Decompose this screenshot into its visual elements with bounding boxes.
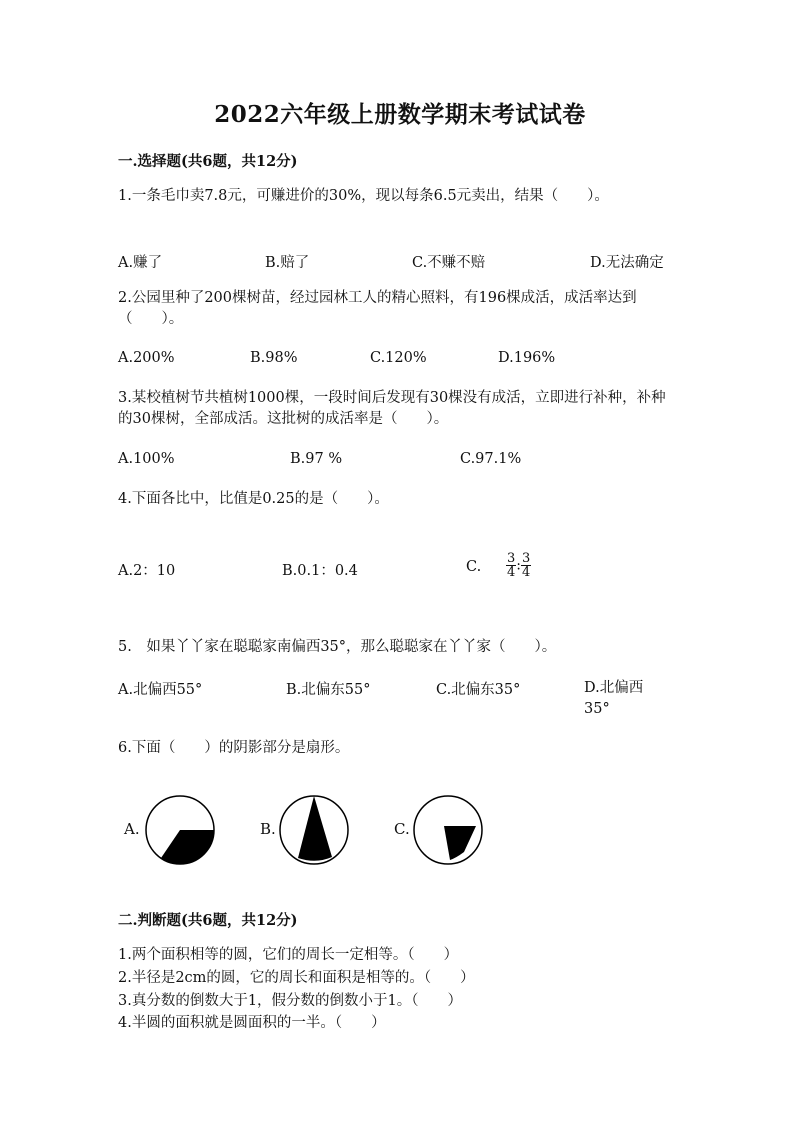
q3-option-b: B.97 % — [290, 451, 343, 467]
q4-option-b: B.0.1：0.4 — [282, 563, 358, 579]
judgment-item-3: 3.真分数的倒数大于1，假分数的倒数小于1。（ ） — [118, 993, 463, 1009]
q1-option-b: B.赔了 — [265, 255, 310, 271]
section-heading-choice: 一.选择题(共6题，共12分) — [118, 153, 298, 170]
question-4: 4.下面各比中，比值是0.25的是（ ）。 — [118, 491, 389, 507]
question-2: 2.公园里种了200棵树苗，经过园林工人的精心照料，有196棵成活，成活率达到（ ）。 — [118, 290, 637, 327]
question-1: 1.一条毛巾卖7.8元，可赚进价的30%，现以每条6.5元卖出，结果（ ）。 — [118, 188, 609, 204]
q1-option-d: D.无法确定 — [590, 255, 664, 271]
question-5: 5. 如果丫丫家在聪聪家南偏西35°，那么聪聪家在丫丫家（ ）。 — [118, 639, 557, 655]
question-6: 6.下面（ ）的阴影部分是扇形。 — [118, 740, 350, 756]
q2-option-c: C.120% — [370, 350, 427, 366]
q4-option-c-ratio — [506, 552, 531, 579]
judgment-item-2: 2.半径是2cm的圆，它的周长和面积是相等的。（ ） — [118, 970, 475, 986]
q5-option-c: C.北偏东35° — [436, 682, 521, 698]
q6-figure-a — [144, 794, 216, 866]
q5-option-d: D.北偏西35° — [584, 680, 644, 717]
fraction-3-4-first: $\frac{3}{4}$ — [507, 551, 516, 580]
q6-option-c-label: C. — [394, 820, 410, 838]
q1-option-a: A.赚了 — [118, 255, 163, 271]
q1-option-c: C.不赚不赔 — [412, 255, 486, 271]
judgment-item-4: 4.半圆的面积就是圆面积的一半。（ ） — [118, 1015, 386, 1031]
q6-option-b-label: B. — [260, 820, 276, 838]
q6-option-a-label: A. — [124, 820, 140, 838]
q4-option-c: C. — [466, 559, 482, 575]
q3-option-c: C.97.1% — [460, 451, 522, 467]
page-title: 2022六年级上册数学期末考试试卷 — [214, 101, 586, 128]
q2-option-d: D.196% — [498, 350, 556, 366]
judgment-item-1: 1.两个面积相等的圆，它们的周长一定相等。（ ） — [118, 947, 459, 963]
q2-option-a: A.200% — [118, 350, 175, 366]
q6-figure-c — [412, 794, 484, 866]
q6-figure-b — [278, 794, 350, 866]
fraction-3-4-second: $\frac{3}{4}$ — [522, 551, 531, 580]
q3-option-a: A.100% — [118, 451, 175, 467]
q2-option-b: B.98% — [250, 350, 298, 366]
q5-option-b: B.北偏东55° — [286, 682, 371, 698]
section-heading-judgment: 二.判断题(共6题，共12分) — [118, 912, 298, 929]
question-3: 3.某校植树节共植树1000棵，一段时间后发现有30棵没有成活，立即进行补种，补种的30棵树，全部成活。这批树的成活率是（ ）。 — [118, 390, 666, 427]
q4-option-a: A.2：10 — [118, 563, 176, 579]
q5-option-a: A.北偏西55° — [118, 682, 203, 698]
ratio-colon: : — [516, 557, 521, 574]
